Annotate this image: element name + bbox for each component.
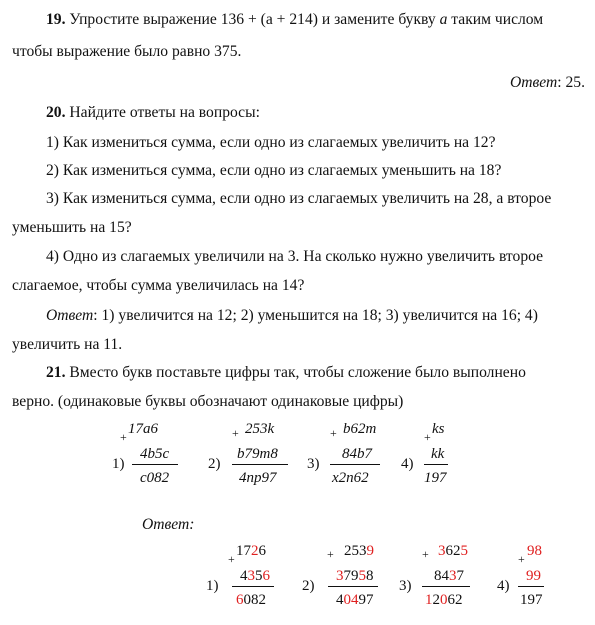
solution-digit: 6 <box>262 568 270 584</box>
solution-mid <box>240 567 270 585</box>
solution-bottom <box>336 591 374 609</box>
solution-bottom <box>236 591 266 609</box>
task-label: 2) <box>208 456 221 472</box>
answer-label: Ответ <box>509 74 558 91</box>
solution-digit: 4 <box>441 568 449 584</box>
problem-21-answer-label: Ответ: <box>142 516 195 533</box>
solution-digit: 0 <box>440 592 448 608</box>
solution-digit: 8 <box>366 568 374 584</box>
answer-text: : 1) увеличится на 12; 2) уменьшится на 18; 3) увеличится на 16; 4) <box>93 307 538 324</box>
plus-sign: + <box>232 426 239 440</box>
problem-19-line-2: чтобы выражение было равно 375. <box>12 43 242 60</box>
solution-label: 1) <box>206 578 219 594</box>
solution-digit: 6 <box>236 592 244 608</box>
solution-digit: 5 <box>358 568 366 584</box>
solution-digit: 2 <box>251 543 259 559</box>
solution-top <box>344 542 374 560</box>
problem-19-text-2: и замените букву <box>321 11 436 28</box>
solution-digit: 6 <box>447 592 455 608</box>
solution-digit: 5 <box>255 568 263 584</box>
solution-digit: 5 <box>460 543 468 559</box>
problem-20-answer-2: увеличить на 11. <box>12 336 123 353</box>
solution-digit: 3 <box>336 568 344 584</box>
sum-line <box>330 464 380 465</box>
problem-19-letter: a <box>439 11 448 28</box>
problem-20-q4a: 4) Одно из слагаемых увеличили на 3. На сколько нужно увеличить второе <box>46 248 544 265</box>
solution-bottom <box>520 591 543 609</box>
task-mid: 84b7 <box>342 446 372 462</box>
solution-digit: 3 <box>438 543 446 559</box>
solution-label: 3) <box>399 578 412 594</box>
problem-21-line-2: верно. (одинаковые буквы обозначают одинаковые цифры) <box>12 393 404 410</box>
solution-mid <box>336 567 374 585</box>
answer-value: : 25. <box>557 74 585 91</box>
answer-label: Ответ <box>46 307 94 324</box>
solution-digit: 9 <box>526 568 534 584</box>
task-bottom: x2n62 <box>332 470 369 486</box>
solution-digit: 4 <box>336 592 344 608</box>
problem-20-q3a: 3) Как измениться сумма, если одно из слагаемых увеличить на 28, а второе <box>46 190 552 207</box>
solution-label: 2) <box>302 578 315 594</box>
solution-digit: 2 <box>453 543 461 559</box>
solution-digit: 9 <box>351 568 359 584</box>
plus-sign: + <box>424 430 431 444</box>
task-top: 17a6 <box>128 421 158 437</box>
sum-line <box>422 586 470 587</box>
solution-digit: 6 <box>445 543 453 559</box>
solution-digit: 3 <box>247 568 255 584</box>
solution-digit: 2 <box>258 592 266 608</box>
solution-digit: 9 <box>358 592 366 608</box>
problem-19-answer <box>0 73 585 93</box>
sum-line <box>132 464 178 465</box>
task-label: 3) <box>307 456 320 472</box>
solution-label: 4) <box>497 578 510 594</box>
solution-digit: 0 <box>243 592 251 608</box>
solution-mid <box>526 567 541 585</box>
solution-digit: 2 <box>344 543 352 559</box>
solution-digit: 9 <box>366 543 374 559</box>
task-bottom: c082 <box>140 470 170 486</box>
solution-top <box>527 542 542 560</box>
task-label: 1) <box>112 456 125 472</box>
problem-20-title-text: Найдите ответы на вопросы: <box>69 104 260 121</box>
solution-digit: 8 <box>251 592 259 608</box>
solution-digit: 9 <box>533 568 541 584</box>
solution-digit: 7 <box>243 543 251 559</box>
solution-digit: 8 <box>534 543 542 559</box>
task-bottom: 197 <box>424 470 447 486</box>
sum-line <box>328 586 378 587</box>
plus-sign: + <box>422 547 429 561</box>
solution-digit: 1 <box>425 592 433 608</box>
task-top: b62m <box>343 421 377 437</box>
problem-19-number: 19. <box>46 11 66 28</box>
solution-digit: 1 <box>520 592 528 608</box>
problem-20-q2: 2) Как измениться сумма, если одно из слагаемых уменьшить на 18? <box>46 162 502 179</box>
solution-digit: 2 <box>455 592 463 608</box>
task-mid: b79m8 <box>237 446 278 462</box>
solution-bottom <box>425 591 463 609</box>
problem-20-number: 20. <box>46 104 66 121</box>
solution-digit: 9 <box>527 543 535 559</box>
problem-20-title <box>46 103 595 123</box>
task-mid: 4b5c <box>140 446 170 462</box>
plus-sign: + <box>327 547 334 561</box>
solution-digit: 7 <box>366 592 374 608</box>
problem-21-number: 21. <box>46 364 66 381</box>
problem-20-answer <box>46 306 595 326</box>
solution-digit: 7 <box>343 568 351 584</box>
plus-sign: + <box>330 426 337 440</box>
solution-digit: 2 <box>432 592 440 608</box>
problem-21-line-1 <box>46 363 595 383</box>
problem-19-line-1 <box>46 10 595 30</box>
sum-line <box>232 586 274 587</box>
problem-20-q1: 1) Как измениться сумма, если одно из слагаемых увеличить на 12? <box>46 134 496 151</box>
task-bottom: 4np97 <box>239 470 277 486</box>
plus-sign: + <box>120 430 127 444</box>
solution-digit: 3 <box>359 543 367 559</box>
solution-digit: 6 <box>258 543 266 559</box>
solution-digit: 4 <box>351 592 359 608</box>
sum-line <box>518 586 544 587</box>
problem-21-text: Вместо букв поставьте цифры так, чтобы сложение было выполнено <box>69 364 526 381</box>
solution-digit: 7 <box>456 568 464 584</box>
solution-digit: 9 <box>527 592 535 608</box>
task-top: 253k <box>245 421 275 437</box>
solution-digit: 3 <box>449 568 457 584</box>
solution-digit: 8 <box>434 568 442 584</box>
task-mid: kk <box>431 446 445 462</box>
problem-20-q3b: уменьшить на 15? <box>12 219 132 236</box>
solution-digit: 1 <box>236 543 244 559</box>
solution-top <box>236 542 266 560</box>
problem-19-expression: 136 + (a + 214) <box>220 11 318 28</box>
problem-19-text-3: таким числом <box>451 11 544 28</box>
solution-digit: 0 <box>343 592 351 608</box>
solution-top <box>438 542 468 560</box>
solution-digit: 7 <box>535 592 543 608</box>
plus-sign: + <box>518 552 525 566</box>
sum-line <box>232 464 288 465</box>
task-top: ks <box>432 421 445 437</box>
solution-digit: 5 <box>351 543 359 559</box>
problem-19-text: Упростите выражение <box>69 11 217 28</box>
sum-line <box>424 464 448 465</box>
task-label: 4) <box>401 456 414 472</box>
solution-mid <box>434 567 464 585</box>
solution-digit: 4 <box>240 568 248 584</box>
problem-20-q4b: слагаемое, чтобы сумма увеличилась на 14? <box>12 277 305 294</box>
plus-sign: + <box>228 552 235 566</box>
